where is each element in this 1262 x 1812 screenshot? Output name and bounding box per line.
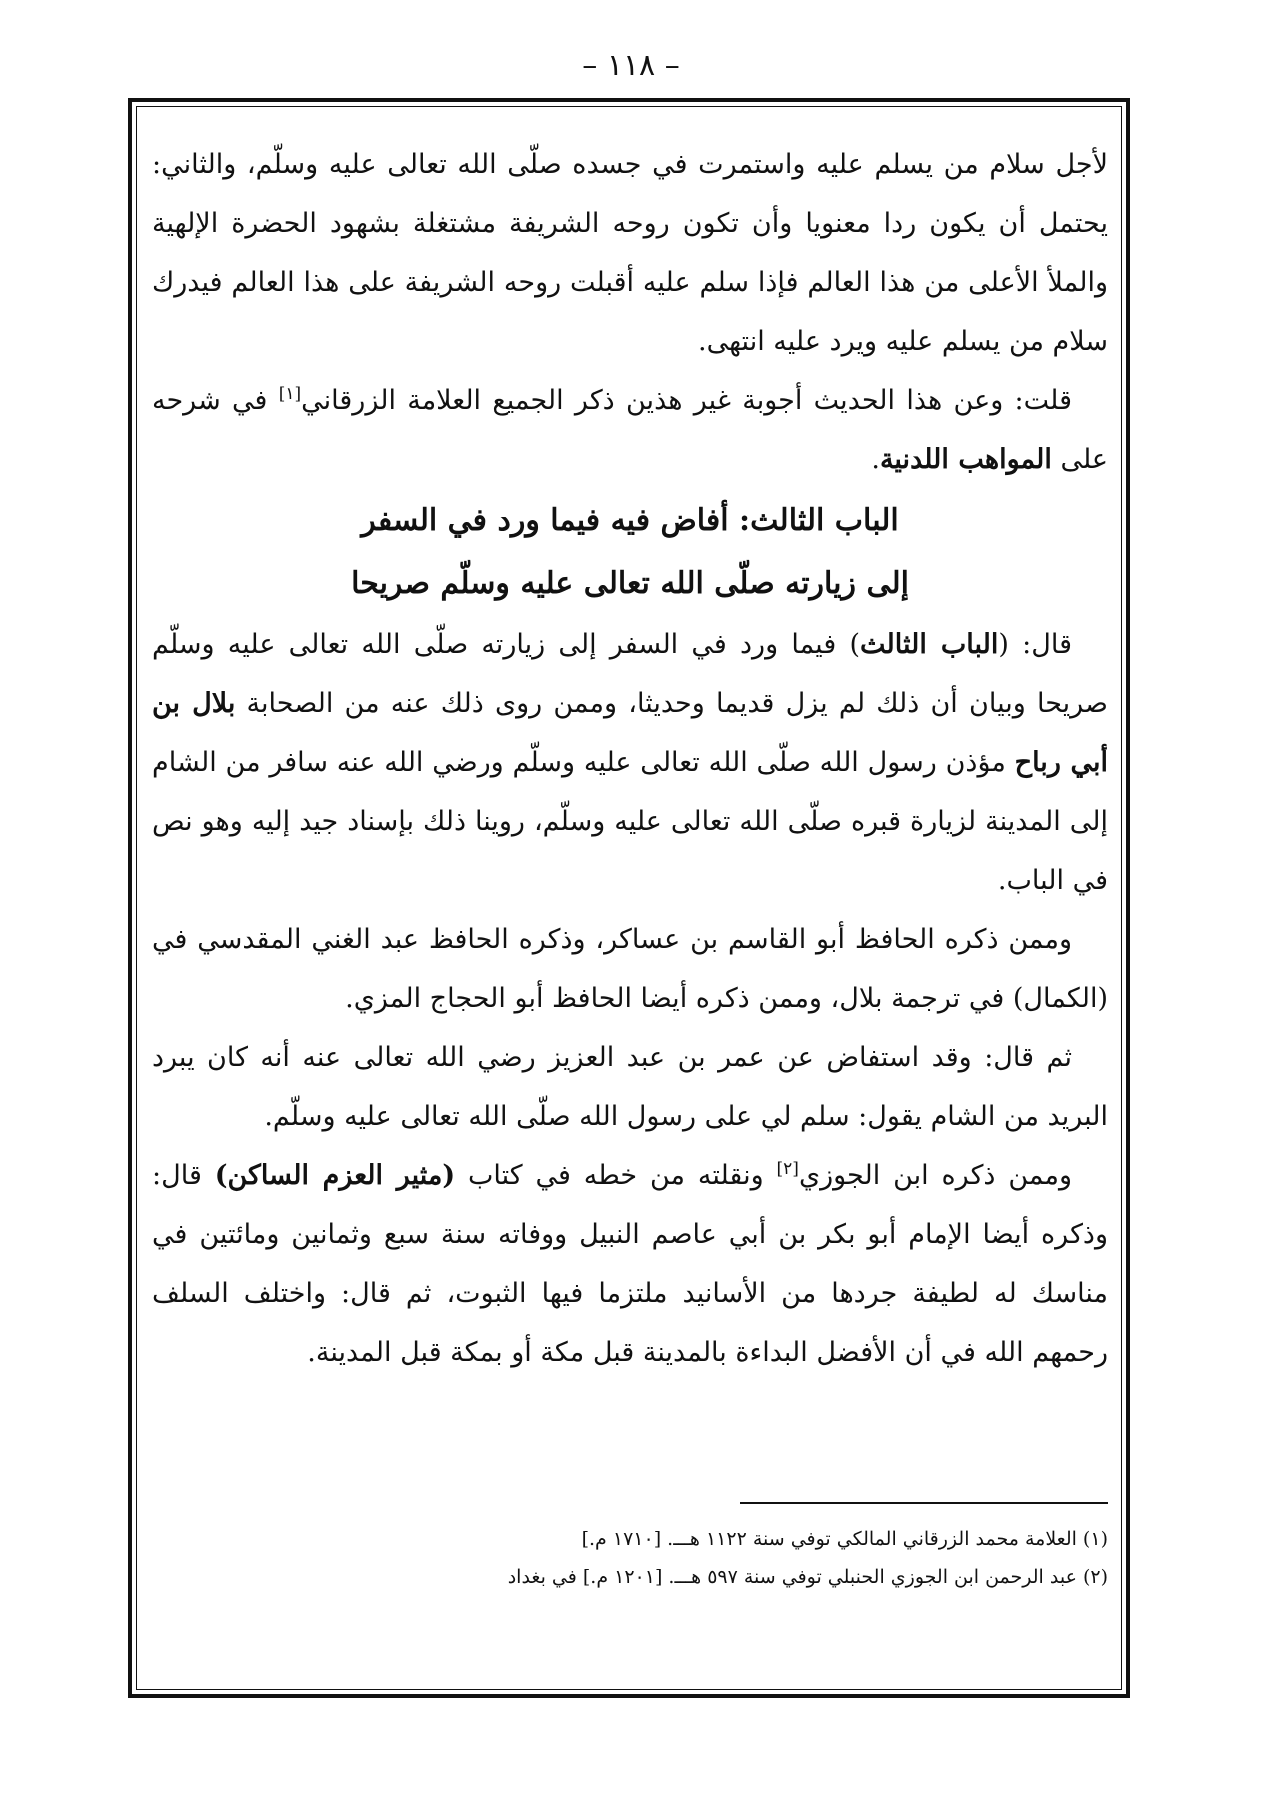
book-title-muthir: (مثير العزم الساكن) xyxy=(214,1160,456,1191)
footnotes xyxy=(152,1520,1108,1596)
paragraph-3-text-cont: ) فيما ورد في السفر إلى زيارته صلّى الله تعالى عليه وسلّم صريحا وبيان أن ذلك لم يزل قديما وحديثا، وممن روى ذلك عنه من الصحابة xyxy=(152,629,1108,719)
paragraph-5: ثم قال: وقد استفاض عن عمر بن عبد العزيز رضي الله تعالى عنه أنه كان يبرد البريد من الشام يقول: سلم لي على رسول الله صلّى الله تعالى عليه وسلّم. xyxy=(152,1042,1108,1132)
chapter-heading-line-1: الباب الثالث: أفاض فيه فيما ورد في السفر xyxy=(361,503,899,538)
paragraph-6-text-cont: ونقلته من خطه في كتاب xyxy=(455,1160,777,1191)
paragraph-1: لأجل سلام من يسلم عليه واستمرت في جسده صلّى الله تعالى عليه وسلّم، والثاني: يحتمل أن يكون ردا معنويا وأن تكون روحه الشريفة مشتغلة بشهود الحضرة الإلهية والملأ الأعلى من هذا العالم فإذا سلم عليه أقبلت روحه الشريفة على هذا العالم فيدرك سلام من يسلم عليه ويرد عليه انتهى. xyxy=(152,149,1108,357)
paragraph-2-text: قلت: وعن هذا الحديث أجوبة غير هذين ذكر الجميع العلامة الزرقاني xyxy=(301,385,1072,416)
chapter-heading-line-2: إلى زيارته صلّى الله تعالى عليه وسلّم صريحا xyxy=(351,566,909,601)
footnote-separator xyxy=(740,1502,1108,1504)
paragraph-3 xyxy=(152,615,1108,910)
page-body xyxy=(152,135,1108,1382)
paragraph-6-text: وممن ذكره ابن الجوزي xyxy=(798,1160,1072,1191)
paragraph-2-text-cont: في شرحه على xyxy=(152,385,1108,475)
paragraph-2 xyxy=(152,371,1108,489)
footnote-2: (٢) عبد الرحمن ابن الجوزي الحنبلي توفي سنة ٥٩٧ هـــ. [١٢٠١ م.] في بغداد xyxy=(507,1566,1108,1588)
chapter-name-bold: الباب الثالث xyxy=(860,629,999,660)
page-number: – ١١٨ – xyxy=(582,48,680,83)
companion-name-bilal: بلال بن أبي رباح xyxy=(152,688,1108,778)
footnote-1: (١) العلامة محمد الزرقاني المالكي توفي سنة ١١٢٢ هـــ. [١٧١٠ م.] xyxy=(581,1528,1108,1550)
paragraph-3-text: قال: ( xyxy=(998,629,1073,660)
footnote-ref-2: [٢] xyxy=(776,1159,799,1179)
paragraph-4: وممن ذكره الحافظ أبو القاسم بن عساكر، وذكره الحافظ عبد الغني المقدسي في (الكمال) في ترجمة بلال، وممن ذكره أيضا الحافظ أبو الحجاج المزي. xyxy=(152,924,1108,1014)
footnote-ref-1: [١] xyxy=(278,384,302,404)
paragraph-6 xyxy=(152,1146,1108,1382)
paragraph-6-text-end: قال: وذكره أيضا الإمام أبو بكر بن أبي عاصم النبيل ووفاته سنة سبع وثمانين ومائتين في مناسك له لطيفة جردها من الأسانيد ملتزما فيها الثبوت، ثم قال: واختلف السلف رحمهم الله في أن الأفضل البداءة بالمدينة قبل مكة أو بمكة قبل المدينة. xyxy=(152,1160,1108,1368)
book-title-mawahib: المواهب اللدنية xyxy=(879,444,1052,475)
paragraph-2-end: . xyxy=(871,444,880,475)
paragraph-3-text-end: مؤذن رسول الله صلّى الله تعالى عليه وسلّم ورضي الله عنه سافر من الشام إلى المدينة لزيارة قبره صلّى الله تعالى عليه وسلّم، روينا ذلك بإسناد جيد إليه وهو نص في الباب. xyxy=(152,747,1108,896)
